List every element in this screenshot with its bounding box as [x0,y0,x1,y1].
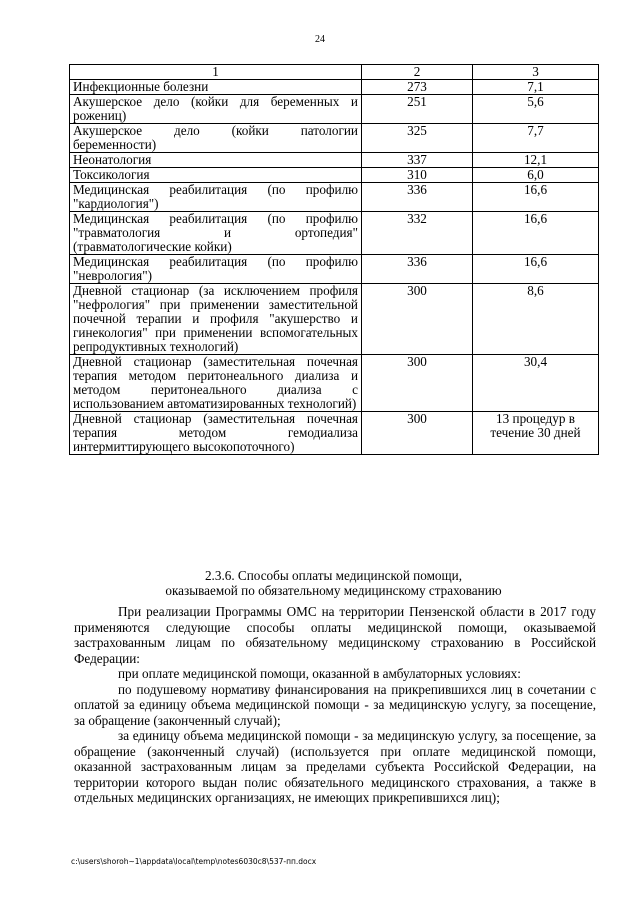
page-number: 24 [315,34,325,45]
row-col3: 7,1 [473,80,599,95]
table-row [70,168,599,183]
row-name: Дневной стационар (заместительная почечная терапия методом гемодиализа интермиттирующего высокопоточного) [70,412,362,455]
section-body [74,604,596,806]
row-col2: 300 [362,284,473,355]
row-name: Дневной стационар (за исключением профиля "нефрология" при применении заместительной почечной терапии и профиля "акушерство и гинекология" при применении вспомогательных репродуктивных технологий) [70,284,362,355]
table-row [70,183,599,212]
row-col3: 12,1 [473,153,599,168]
row-col2: 337 [362,153,473,168]
row-col2: 273 [362,80,473,95]
row-col2: 300 [362,355,473,412]
row-name: Токсикология [70,168,362,183]
row-name: Медицинская реабилитация (по профилю "кардиология") [70,183,362,212]
row-col2: 325 [362,124,473,153]
table-row [70,255,599,284]
row-col2: 336 [362,183,473,212]
row-col2: 300 [362,412,473,455]
table-row [70,80,599,95]
column-header-2: 2 [362,65,473,80]
table-row [70,412,599,455]
section-heading [69,568,598,598]
row-col2: 251 [362,95,473,124]
row-col3: 13 процедур в течение 30 дней [473,412,599,455]
table-row [70,284,599,355]
row-col2: 336 [362,255,473,284]
row-name: Акушерское дело (койки для беременных и рожениц) [70,95,362,124]
row-col3: 16,6 [473,212,599,255]
paragraph: по подушевому нормативу финансирования на прикрепившихся лиц в сочетании с оплатой за единицу объема медицинской помощи - за медицинскую услугу, за посещение, за обращение (законченный случай); [74,681,596,728]
row-name: Инфекционные болезни [70,80,362,95]
row-col3: 5,6 [473,95,599,124]
row-col3: 6,0 [473,168,599,183]
row-col2: 310 [362,168,473,183]
table-row [70,124,599,153]
table-row [70,95,599,124]
table-row [70,355,599,412]
section-heading-line-1: 2.3.6. Способы оплаты медицинской помощи, [204,568,463,583]
row-col3: 16,6 [473,255,599,284]
table-row [70,212,599,255]
paragraph: При реализации Программы ОМС на территории Пензенской области в 2017 году применяются следующие способы оплаты медицинской помощи, оказываемой застрахованным лицам по обязательному медицинскому страхованию в Российской Федерации: [74,604,596,666]
row-name: Неонатология [70,153,362,168]
row-col3: 7,7 [473,124,599,153]
row-name: Медицинская реабилитация (по профилю "травматология и ортопедия" (травматологические койки) [70,212,362,255]
row-name: Акушерское дело (койки патологии беременности) [70,124,362,153]
row-col3: 30,4 [473,355,599,412]
table-header-row [70,65,599,80]
paragraph: за единицу объема медицинской помощи - за медицинскую услугу, за посещение, за обращение (законченный случай) (используется при оплате медицинской помощи, оказанной застрахованным лицам за пределами субъекта Российской Федерации, на территории которого выдан полис обязательного медицинского страхования, а также в отдельных медицинских организациях, не имеющих прикрепившихся лиц); [74,728,596,805]
footer-file-path: c:\users\shoroh~1\appdata\local\temp\notes6030c8\537-пп.docx [71,857,317,866]
row-col3: 8,6 [473,284,599,355]
row-col2: 332 [362,212,473,255]
column-header-3: 3 [473,65,599,80]
column-header-1: 1 [70,65,362,80]
row-col3: 16,6 [473,183,599,212]
row-name: Медицинская реабилитация (по профилю "неврология") [70,255,362,284]
table-row [70,153,599,168]
data-table [69,64,599,455]
section-heading-line-2: оказываемой по обязательному медицинскому страхованию [165,583,502,598]
paragraph: при оплате медицинской помощи, оказанной в амбулаторных условиях: [118,666,521,681]
row-name: Дневной стационар (заместительная почечная терапия методом перитонеального диализа и методом перитонеального диализа с использованием автоматизированных технологий) [70,355,362,412]
